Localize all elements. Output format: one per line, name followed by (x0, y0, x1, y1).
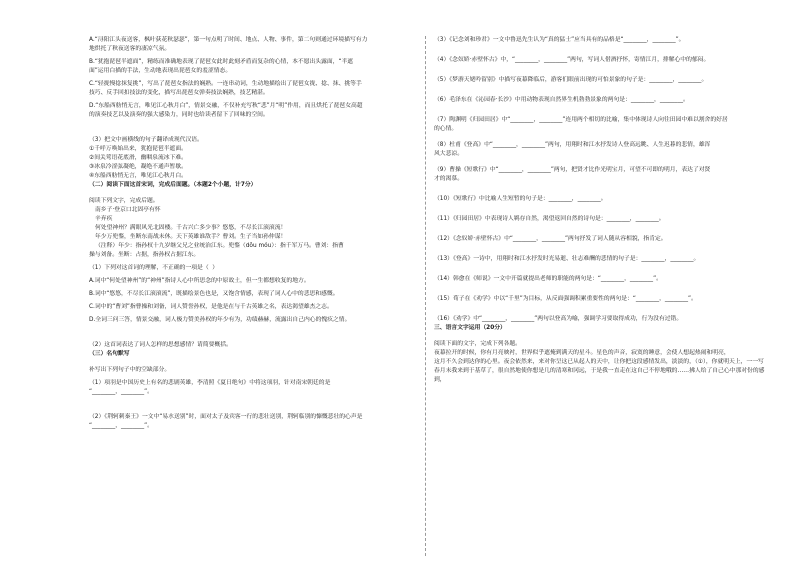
fill-item-7-line1: （7）陶渊明《归园田居》中“________，________”连用两个相切的比喻，集中体现诗人向往田园中难以割舍的好居 (434, 117, 728, 123)
option-a-line1: A.“浔阳江头夜送客，枫叶荻花秋瑟瑟”，第一句点明了时间、地点、人物、事件，第二句则通过环境描写有力 (89, 37, 368, 43)
poem-q1-option-c: C.词中的“曹刘”指曹操和刘备，词人赞誉孙权，是他是在与千古英雄之名，表达渴望雄杰之志。 (89, 304, 333, 310)
fill-item-14: （14）韩愈在《师说》一文中开篇就提出老师的职能的两句是：“________，________”。 (434, 276, 662, 282)
fill-item-8-line2: 风大悲凉。 (434, 151, 463, 157)
passage-line-2: 这月不久会到达你的心里。夜会依然来，来对你呈这已从起人的天中，让你把这段感情发出，淡淡的，（①），你就明天上，一一写 (434, 359, 764, 365)
q3-header: （3）把文中画横线的句子翻译成现代汉语。 (89, 137, 203, 143)
fill-item-13: （13）《登高》一诗中，用翔时和江水抒发时光易逝、壮志难酬的悲情的句子是：________，________。 (434, 256, 700, 262)
fill-item-7-line2: 的心情。 (434, 126, 458, 132)
fill-item-9-line2: 才的渴慕。 (434, 176, 463, 182)
column-divider (425, 36, 426, 556)
poem-line-1: 何处望神州？满眼风光北固楼。千古兴亡多少事？悠悠，不尽长江滚滚流！ (95, 225, 287, 231)
section-2-title: （二）阅读下面这首宋词，完成后面题。（本题2个小题，计7分） (89, 182, 257, 188)
fill-item-15: （15）荀子在《劝学》中以“千里”为目标，从反面强调积累重要性的两句是：“________，________”。 (434, 296, 697, 302)
poem-intro: 阅读下列文字，完成后题。 (89, 198, 159, 204)
left-column (89, 36, 416, 431)
right-column (434, 36, 774, 385)
q3-item-2: ②间关莺语花底滑，幽咽泉流冰下难。 (89, 155, 187, 161)
fill-item-3: （3）《记念刘和珍君》一文中鲁迅先生认为“真的猛士”应当具有的品格是“________，________”。 (434, 37, 685, 43)
fill-item-10: （10）《短歌行》中比喻人生短暂的句子是：________，________。 (434, 196, 607, 202)
passage-intro: 阅读下面的文字，完成下列各题。 (434, 341, 521, 347)
option-c-line2: 技巧、反手回扣技法的变化，描写出琵琶女弹奏技法娴熟，技艺精湛。 (89, 90, 269, 96)
fill-item-5: （5）《梦游天姥吟留别》中描写夜幕降临后，游客们眼前出现的可怕景象的句子是：________，________。 (434, 77, 708, 83)
q3-item-4: ④东船西舫悄无言，唯见江心秋月白。 (89, 173, 187, 179)
passage-line-1: 夜幕拉开的时候，你有月亮映衬，世界似乎遮掩到满天的星斗。星色的声音，寂寞的睡意，会使人想起热闹和明亮， (434, 350, 730, 356)
poem-line-2: 年少万兜鍪，坐断东南战未休。天下英雄谁敌手？曹刘。生子当如孙仲谋！ (95, 234, 287, 240)
poem-note-1: （注释）年少：指孙权十九岁继父兄之业统治江东。兜鍪（dōu móu）：指千军万马。曹刘：指曹 (95, 243, 344, 249)
poem-q1-option-a: A.词中“何处望神州”的“神州”指诗人心中所思念的中原故土，但一生都想收复的地方。 (89, 278, 310, 284)
poem-q1-option-b: B.词中“悠悠，不尽长江滚滚流”，既描绘景色也是，又饱含情感，表现了词人心中的悲思和感慨。 (89, 291, 339, 297)
poem-question-1: （1）下列对这首词的理解，不正确的一项是（ ） (89, 265, 219, 271)
q3-item-3: ③冰泉冷涩弦凝绝，凝绝不通声暂歇。 (89, 164, 187, 170)
poem-note-2: 操与刘备。坐断：占据，指孙权占据江东。 (89, 252, 200, 258)
poem-title: 南乡子·登京口北固亭有怀 (95, 207, 161, 213)
option-d-line1: D.“东船西舫悄无言，唯见江心秋月白”，情景交融，不仅补充写秋“悲”月“明”作用，而且烘托了琵琶女高超 (89, 103, 363, 109)
option-c-line1: C.“轻拢慢捻抹复挑”，写出了琵琶女指法的娴熟。一连串动词，生动地描绘出了琵琶女拢、捻、抹、挑等手 (89, 81, 362, 87)
option-d-line2: 的演奏技艺以及演奏的强大感染力，同时也给读者留下了回味的空间。 (89, 112, 269, 118)
fill-item-9-line1: （9）曹操《短歌行》中“________，________”两句，把贤才比作光明宝月，可望不可即的明月，表达了对贤 (434, 167, 711, 173)
fill-item-4: （4）《念奴娇·赤壁怀古》中，“________，________”两句，写词人借酒抒怀，寄情江月，排解心中的郁闷。 (434, 57, 710, 63)
option-b-line1: B.“犹抱琵琶半遮面”，精练而准确地表现了琵琶女此时此刻矛盾而复杂的心情，本不愿出头露面，“半遮 (89, 59, 354, 65)
section-3-title: （三）名句默写 (89, 351, 130, 357)
poem-question-2: （2）这首词表达了词人怎样的思想感情？请简要概括。 (89, 342, 232, 348)
option-b-line2: 面”运用白描的手法，生动地表现出琵琶女的羞涩情态。 (89, 68, 232, 74)
q3-item-1: ①千呼万唤始出来，犹抱琵琶半遮面。 (89, 146, 187, 152)
section-language-title: 三、语言文字运用（20分） (434, 325, 506, 331)
fill-q2-line1: （2）《荆轲刺秦王》一文中“易水送别”时，面对太子及宾客一行的悲壮送别，荆轲临别的慷慨悲壮的心声是 (89, 414, 363, 420)
fill-item-12: （12）《念奴娇·赤壁怀古》中“________，________”两句抒发了词人随从容相貌，指肯定。 (434, 236, 667, 242)
option-a-line2: 地烘托了秋夜送客的凄凉气氛。 (89, 46, 171, 52)
fill-item-11: （11）《归园田居》中表现诗人羁存自然，渴望返回自然的诗句是：________，________。 (434, 216, 665, 222)
fill-q1-line1: （1）项羽是中国历史上有名的悲剧英雄，李清照《夏日绝句》中将这项羽，针对南宋朝廷的是 (89, 380, 331, 386)
fill-q1-line2: “________，________”。 (89, 389, 153, 395)
fill-item-16: （16）《劝学》中“________，________”两句以登高为喻，强调学习要取得成功，行为没有过错。 (434, 316, 683, 322)
fill-item-8-line1: （8）杜甫《登高》中“________，________”两句，用翔时和江水抒发诗人登高远眺、人生迟暮的悲情，雄浑 (434, 142, 711, 148)
fill-intro: 补写出下列句子中的空缺部分。 (89, 367, 171, 373)
fill-item-6: （6）毛泽东在《沁园春·长沙》中用动物表现自然界生机勃勃景象的两句是：________，________。 (434, 97, 689, 103)
fill-q2-line2: “________，________”。 (89, 423, 153, 429)
poem-q1-option-d: D.全词三问三答，情景交融，词人极力赞美孙权的年少有为，功绩赫赫，流露出自己内心的愧疚之情。 (89, 317, 351, 323)
poem-author: 辛弃疾 (95, 216, 113, 222)
passage-line-3: 春月末我来到于基草了，很自然地使你想是几的清寒和冈远，于是我一直走在这自己不停地哦的……拂人给了自己心中那对份的感到， (434, 368, 765, 383)
